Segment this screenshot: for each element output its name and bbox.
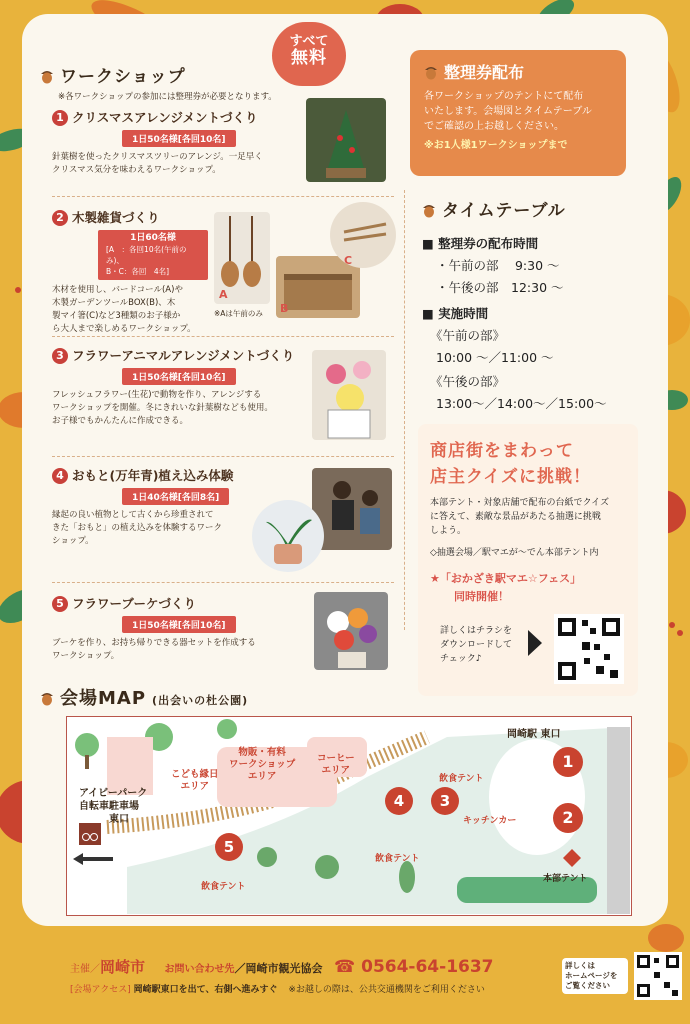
- quiz-venue: ◇抽選会場／駅マエが～でん本部テント内: [430, 548, 599, 558]
- acorn-icon: [424, 64, 438, 80]
- workshop-2-desc-line: 木製ガーデンツールBOX(B)、木: [52, 298, 176, 308]
- workshop-4-title-text: おもと(万年青)植え込み体験: [72, 468, 234, 483]
- ticket-line: でご確認の上お越しください。: [424, 121, 564, 132]
- parking-line: 自転車駐車場: [79, 801, 139, 812]
- timetable-title-text: タイムテーブル: [442, 201, 566, 221]
- pm-times: 13:00～／14:00～／15:00～: [436, 396, 607, 411]
- am-times: 10:00 ～／11:00 ～: [436, 350, 554, 365]
- parking-label: [79, 787, 147, 826]
- divider: [52, 336, 394, 337]
- acorn-icon: [40, 690, 54, 706]
- divider: [52, 582, 394, 583]
- quiz-heading-1: 商店街をまわって: [430, 441, 574, 461]
- download-line: チェック♪: [440, 654, 482, 664]
- acorn-icon: [422, 202, 436, 218]
- download-line: ダウンロードして: [440, 640, 513, 650]
- goods-line: エリア: [247, 771, 277, 782]
- number-badge: 4: [52, 468, 68, 484]
- map-marker-1: 1: [553, 747, 583, 777]
- capacity-label: 1日50名様[各回10名]: [122, 616, 236, 633]
- number-badge: 2: [52, 210, 68, 226]
- parking-line: 東口: [109, 814, 129, 825]
- map-marker-3: 3: [431, 787, 459, 815]
- ticket-line: 各ワークショップのテントにて配布: [424, 91, 584, 102]
- food-tent-label: 飲食テント: [375, 854, 420, 864]
- map-marker-5: 5: [215, 833, 243, 861]
- fes-line-2: 同時開催！: [454, 590, 509, 603]
- free-badge-line2: 無料: [291, 48, 327, 68]
- host-label: 主催／: [70, 964, 100, 975]
- kids-line: エリア: [180, 781, 210, 792]
- coffee-area-label: [317, 753, 355, 777]
- photo-label-c: C: [344, 254, 353, 267]
- hq-tent-label: 本部テント: [543, 874, 588, 884]
- footer-host-line: [70, 956, 494, 977]
- execution-heading: ■ 実施時間: [422, 306, 489, 321]
- workshop-note: ※各ワークショップの参加には整理券が必要となります。: [58, 92, 277, 102]
- quiz-body-line: しよう。: [430, 526, 467, 536]
- ticket-distribution-box: [410, 50, 626, 176]
- workshop-4-desc-line: 縁起の良い植物として古くから珍重されて: [52, 510, 214, 520]
- workshop-1-desc-line: クリスマス気分を味わえるワークショップ。: [52, 165, 221, 175]
- bicycle-icon: [79, 823, 101, 845]
- workshop-5-desc-line: ワークショップ。: [52, 651, 120, 661]
- number-badge: 3: [52, 348, 68, 364]
- goods-line: 物販・有料: [238, 747, 286, 758]
- photo-label-b: B: [280, 302, 289, 315]
- capacity-main: 1日60名様: [130, 233, 176, 243]
- parking-line: アイビーパーク: [79, 788, 148, 799]
- workshop-5-title: [52, 594, 302, 612]
- workshop-people-photo: [312, 468, 392, 550]
- quiz-body-line: 本部テント・対象店舗で配布の台紙でクイズ: [430, 498, 610, 508]
- workshop-3-title-text: フラワーアニマルアレンジメントづくり: [72, 348, 295, 363]
- photo-label-a: A: [219, 288, 228, 301]
- phone-number[interactable]: 0564-64-1637: [361, 957, 494, 977]
- homepage-qr-code[interactable]: [634, 952, 682, 1000]
- map-title-text: 会場MAP: [60, 688, 147, 709]
- capacity-label: 1日50名様[各回10名]: [122, 130, 236, 147]
- map-title: [40, 684, 248, 710]
- free-badge-line1: すべて: [289, 34, 329, 49]
- column-divider: [404, 190, 405, 630]
- divider: [52, 456, 394, 457]
- workshop-5-desc-line: ブーケを作り、お持ち帰りできる器セットを作成する: [52, 638, 256, 648]
- contact-name: ／岡崎市観光協会: [234, 962, 323, 975]
- host-name: 岡崎市: [100, 958, 146, 976]
- number-badge: 5: [52, 596, 68, 612]
- homepage-line: 詳しくは: [565, 961, 595, 970]
- ticket-title-text: 整理券配布: [444, 63, 525, 82]
- access-note: ※お越しの際は、公共交通機関をご利用ください: [288, 985, 485, 995]
- flyer-qr-code[interactable]: [554, 614, 624, 684]
- quiz-body-line: に答えて、素敵な景品があたる抽選に挑戦: [430, 512, 601, 522]
- free-badge: [272, 22, 346, 86]
- ticket-title: [424, 60, 612, 83]
- distribution-am: ・午前の部 9:30 ～: [436, 258, 560, 273]
- capacity-label: [98, 230, 208, 280]
- chopsticks-photo: [330, 202, 396, 268]
- flower-animal-photo: [312, 350, 386, 440]
- number-badge: 1: [52, 110, 68, 126]
- homepage-note: [562, 958, 628, 994]
- contact-label: お問い合わせ先: [164, 964, 235, 975]
- workshop-5-title-text: フラワーブーケづくり: [72, 596, 197, 611]
- kitchen-car-label: キッチンカー: [463, 816, 517, 826]
- kids-area-label: [171, 769, 219, 793]
- workshop-1-title: [52, 108, 302, 126]
- homepage-line: ご覧ください: [565, 981, 610, 990]
- fes-line-1: ★「おかざき駅マエ☆フェス」: [430, 572, 582, 585]
- coffee-line: コーヒー: [317, 753, 355, 764]
- workshop-item-5: [52, 594, 302, 663]
- christmas-arrangement-photo: [306, 98, 386, 182]
- workshop-1-title-text: クリスマスアレンジメントづくり: [72, 110, 258, 125]
- map-marker-4: 4: [385, 787, 413, 815]
- workshop-4-desc-line: ショップ。: [52, 536, 94, 546]
- food-tent-label: 飲食テント: [201, 882, 246, 892]
- workshop-2-desc-line: 木材を使用し、バードコール(A)や: [52, 285, 183, 295]
- workshop-3-title: [52, 346, 302, 364]
- distribution-heading: ■ 整理券の配布時間: [422, 236, 539, 251]
- capacity-detail: [A ：各回10名(午前のみ)、: [106, 245, 187, 265]
- workshop-title: [40, 62, 186, 87]
- footer-access-line: [70, 982, 485, 995]
- phone[interactable]: ☎ 0564-64-1637: [334, 957, 494, 977]
- photo-note: ※Aは午前のみ: [214, 309, 263, 318]
- workshop-4-desc-line: きた「おもと」の植え込みを体験するワーク: [52, 523, 223, 533]
- pm-label: 《午後の部》: [430, 374, 506, 389]
- omoto-plant-photo: [252, 500, 324, 572]
- goods-area-label: [229, 747, 295, 783]
- workshop-item-3: [52, 346, 302, 428]
- map-marker-2: 2: [553, 803, 583, 833]
- access-text: 岡崎駅東口を出て、右側へ進みすぐ: [133, 985, 278, 995]
- ticket-line: いたします。会場図とタイムテーブル: [424, 106, 592, 117]
- workshop-3-desc-line: ワークショップを開催。冬にきれいな針葉樹なども使用。: [52, 403, 273, 413]
- hq-diamond-icon: [563, 849, 581, 867]
- distribution-pm: ・午後の部 12:30 ～: [436, 280, 564, 295]
- station-label: 岡崎駅 東口: [507, 729, 561, 740]
- capacity-label: 1日40名様[各回8名]: [122, 488, 229, 505]
- workshop-2-desc-line: 製マイ箸(C)など3種類のお子様か: [52, 311, 181, 321]
- divider: [52, 196, 394, 197]
- workshop-4-title: [52, 466, 302, 484]
- workshop-2-desc-line: ら大人まで楽しめるワークショップ。: [52, 324, 196, 334]
- ticket-note: ※お1人様1ワークショップまで: [424, 140, 568, 151]
- acorn-icon: [40, 68, 54, 84]
- venue-map: [66, 716, 632, 916]
- workshop-item-1: [52, 108, 302, 177]
- homepage-line: ホームページを: [565, 971, 618, 980]
- access-label: [会場アクセス]: [70, 985, 131, 995]
- workshop-title-text: ワークショップ: [60, 67, 186, 87]
- timetable-title: [422, 196, 566, 221]
- flower-bouquet-photo: [314, 592, 388, 670]
- workshop-3-desc-line: お子様でもかんたんに作成できる。: [52, 416, 189, 426]
- arrow-right-icon: [528, 630, 542, 656]
- download-line: 詳しくはチラシを: [440, 626, 513, 636]
- workshop-2-title-text: 木製雑貨づくり: [72, 210, 160, 225]
- workshop-1-desc-line: 針葉樹を使ったクリスマスツリーのアレンジ。一足早く: [52, 152, 263, 162]
- arrow-left-icon: [73, 853, 113, 865]
- quiz-heading-2: 店主クイズに挑戦！: [430, 467, 591, 487]
- kids-line: こども縁日: [171, 769, 219, 780]
- capacity-detail: B・C：各回 4名]: [106, 267, 170, 276]
- coffee-line: エリア: [321, 765, 351, 776]
- am-label: 《午前の部》: [430, 328, 506, 343]
- food-tent-label: 飲食テント: [439, 774, 484, 784]
- goods-line: ワークショップ: [229, 759, 296, 770]
- workshop-3-desc-line: フレッシュフラワー(生花)で動物を作り、アレンジする: [52, 390, 262, 400]
- map-subtitle: (出会いの杜公園): [152, 694, 249, 707]
- capacity-label: 1日50名様[各回10名]: [122, 368, 236, 385]
